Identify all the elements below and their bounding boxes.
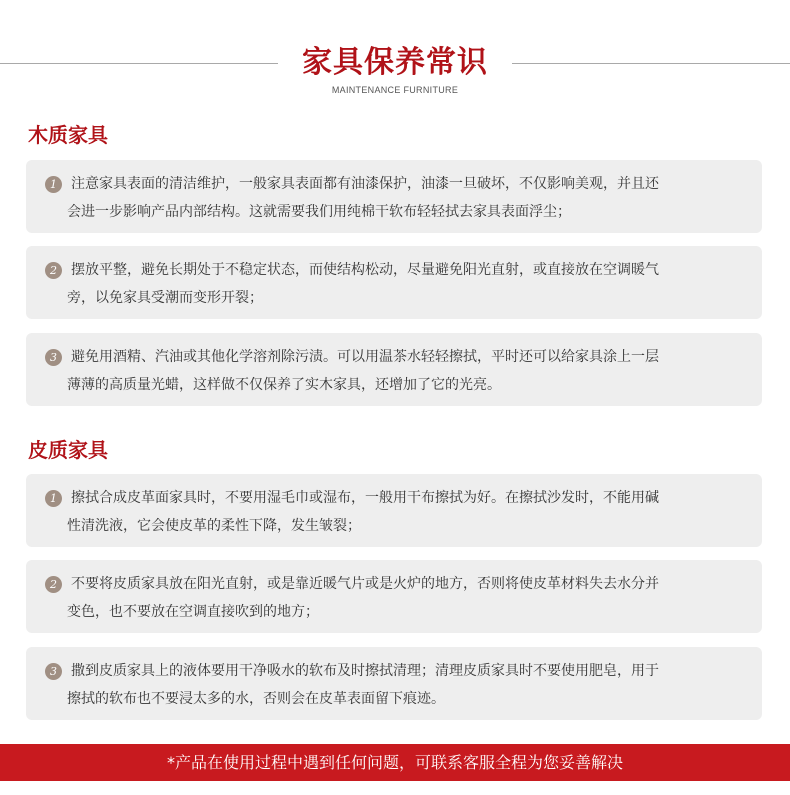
number-badge-icon: 3 xyxy=(45,663,62,680)
tip-line-1: 撒到皮质家具上的液体要用干净吸水的软布及时擦拭清理；清理皮质家具时不要使用肥皂，用于 xyxy=(71,663,659,679)
tip-line-1: 避免用酒精、汽油或其他化学溶剂除污渍。可以用温茶水轻轻擦拭，平时还可以给家具涂上一层 xyxy=(71,349,659,365)
tip-text xyxy=(67,570,747,626)
footer-banner xyxy=(0,744,790,781)
tip-line-2: 变色，也不要放在空调直接吹到的地方； xyxy=(67,604,319,620)
tip-line-1: 注意家具表面的清洁维护，一般家具表面都有油漆保护，油漆一旦破坏，不仅影响美观，并且还 xyxy=(71,176,659,192)
wood-tip-card-2 xyxy=(26,246,762,319)
tip-text xyxy=(67,343,747,399)
tip-line-2: 性清洗液，它会使皮革的柔性下降，发生皱裂； xyxy=(67,518,361,534)
tip-text xyxy=(67,170,747,226)
footer-note: *产品在使用过程中遇到任何问题，可联系客服全程为您妥善解决 xyxy=(166,753,623,772)
tip-line-1: 摆放平整，避免长期处于不稳定状态，而使结构松动，尽量避免阳光直射，或直接放在空调暖气 xyxy=(71,262,659,278)
wood-tip-card-1 xyxy=(26,160,762,233)
tip-text xyxy=(67,484,747,540)
leather-tip-card-1 xyxy=(26,474,762,547)
page-title: 家具保养常识 xyxy=(302,45,488,80)
tip-text xyxy=(67,256,747,312)
section-title-leather: 皮质家具 xyxy=(28,438,108,462)
tip-line-1: 擦拭合成皮革面家具时，不要用湿毛巾或湿布，一般用干布擦拭为好。在擦拭沙发时，不能用碱 xyxy=(71,490,659,506)
page-subtitle: MAINTENANCE FURNITURE xyxy=(331,85,459,95)
number-badge-icon: 2 xyxy=(45,576,62,593)
number-badge-icon: 3 xyxy=(45,349,62,366)
tip-line-2: 薄薄的高质量光蜡，这样做不仅保养了实木家具，还增加了它的光亮。 xyxy=(67,377,501,393)
leather-tip-card-2 xyxy=(26,560,762,633)
number-badge-icon: 2 xyxy=(45,262,62,279)
section-title-wood: 木质家具 xyxy=(28,123,108,147)
tip-line-2: 旁，以免家具受潮而变形开裂； xyxy=(67,290,263,306)
page-header xyxy=(0,0,790,110)
leather-tip-card-3 xyxy=(26,647,762,720)
wood-tip-card-3 xyxy=(26,333,762,406)
number-badge-icon: 1 xyxy=(45,490,62,507)
tip-text xyxy=(67,657,747,713)
tip-line-1: 不要将皮质家具放在阳光直射，或是靠近暖气片或是火炉的地方，否则将使皮革材料失去水分并 xyxy=(71,576,659,592)
number-badge-icon: 1 xyxy=(45,176,62,193)
tip-line-2: 会进一步影响产品内部结构。这就需要我们用纯棉干软布轻轻拭去家具表面浮尘； xyxy=(67,204,571,220)
header-divider-right xyxy=(512,63,790,64)
tip-line-2: 擦拭的软布也不要浸太多的水，否则会在皮革表面留下痕迹。 xyxy=(67,691,445,707)
